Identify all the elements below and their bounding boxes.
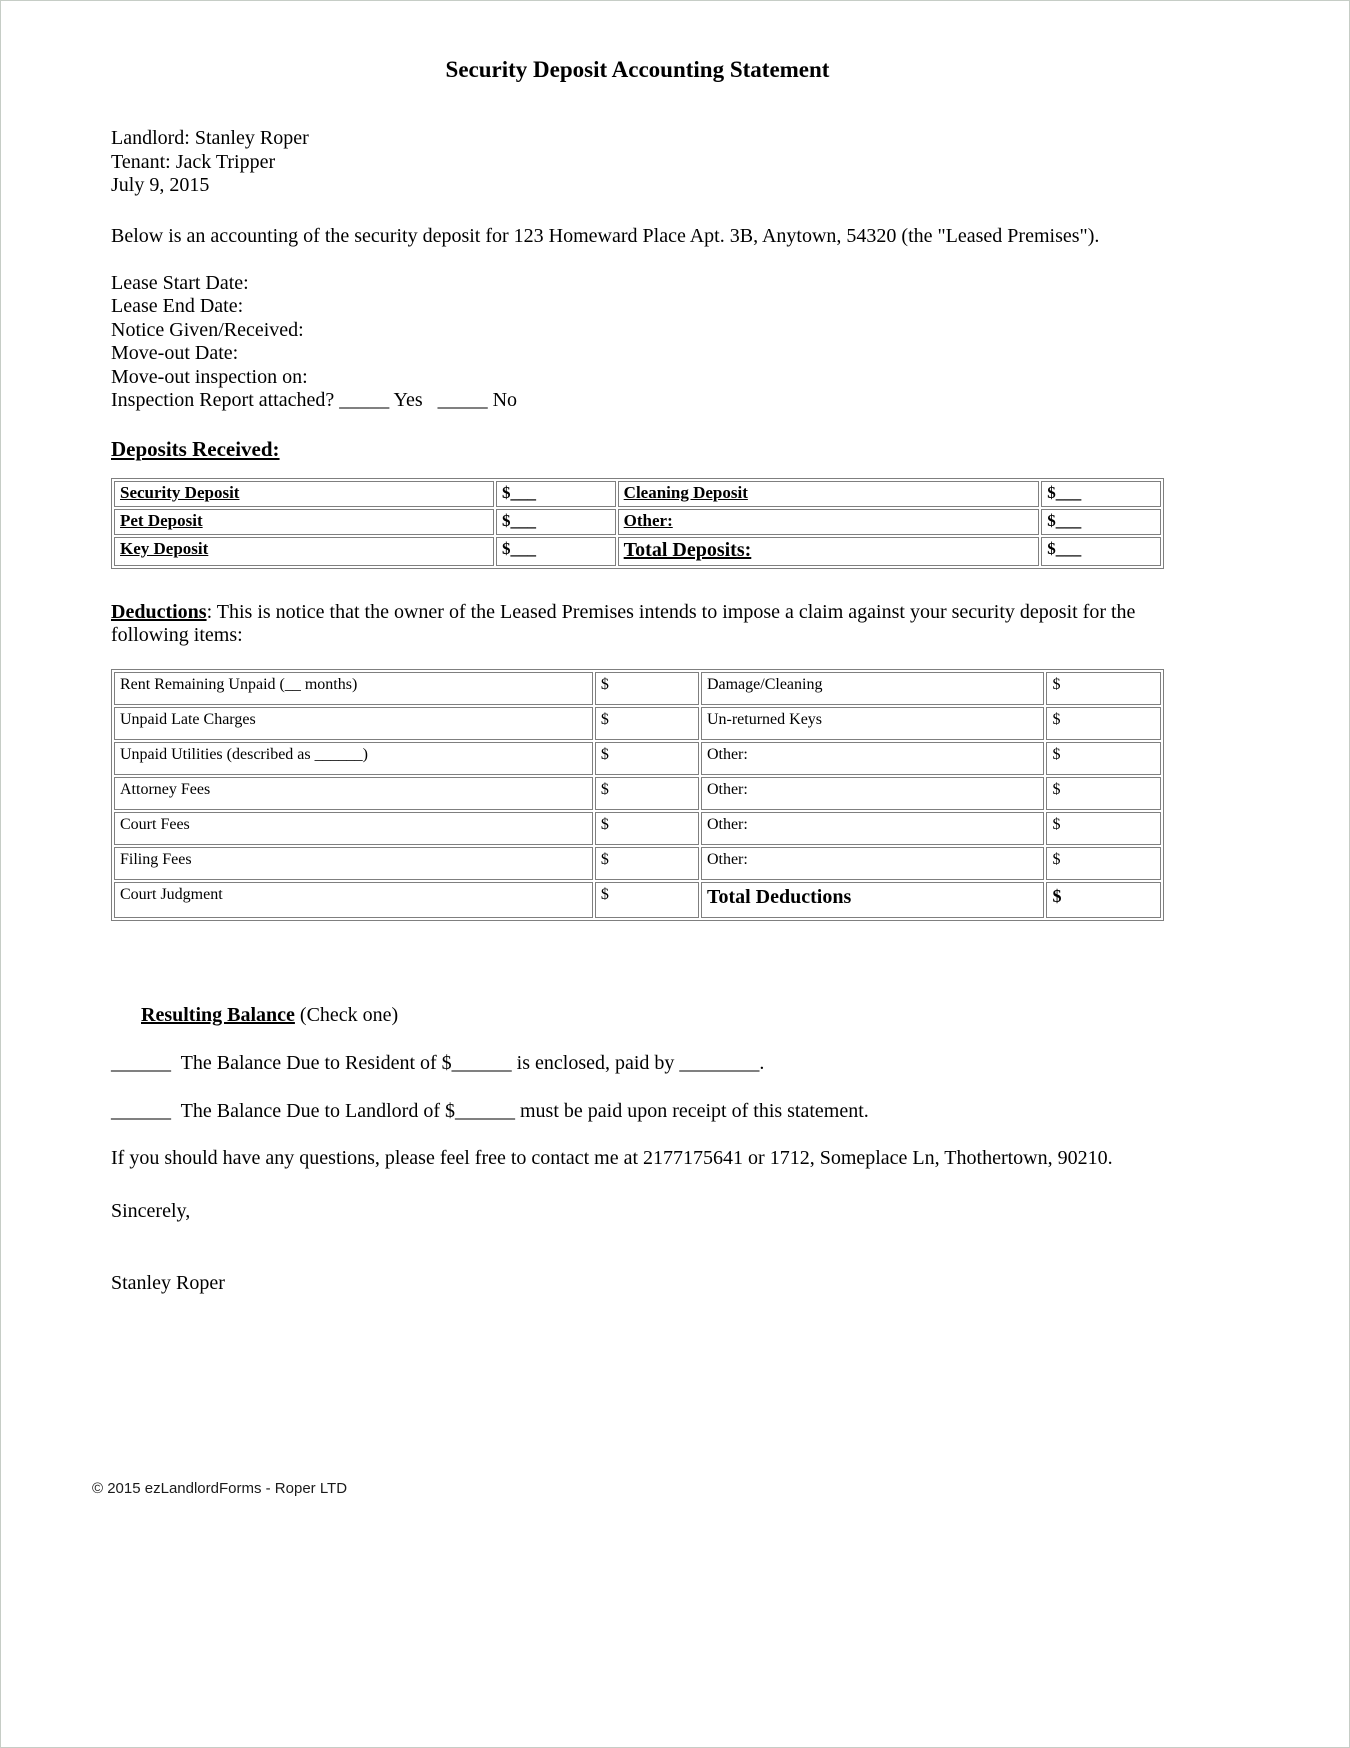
deposits-table [111,478,1164,569]
deduction-label: Court Judgment [114,882,593,918]
deduction-amount: $ [1046,672,1161,705]
page-title: Security Deposit Accounting Statement [445,57,830,82]
deduction-label: Unpaid Late Charges [114,707,593,740]
landlord-line: Landlord: Stanley Roper [111,127,309,149]
deductions-notice [111,601,1164,647]
deduction-amount: $ [1046,777,1161,810]
deposit-amount: $___ [1041,509,1161,535]
total-deposits-label: Total Deposits: [618,537,1040,566]
resulting-balance-heading: Resulting Balance [141,1004,295,1026]
deposit-amount: $___ [1041,481,1161,507]
lease-details [111,272,1164,413]
deductions-table [111,669,1164,921]
deduction-amount: $ [1046,847,1161,880]
signature-name: Stanley Roper [111,1271,225,1294]
deduction-label: Other: [701,812,1045,845]
table-row [114,509,1161,535]
contact-paragraph: If you should have any questions, please feel free to contact me at 2177175641 or 1712, Someplace Ln, Thothertown, 90210. [111,1147,1113,1169]
lease-end-line: Lease End Date: [111,295,244,317]
deduction-amount: $ [595,812,699,845]
deduction-amount: $ [595,707,699,740]
deduction-amount: $ [1046,742,1161,775]
inspection-report-line: Inspection Report attached? _____ Yes _____ No [111,389,518,411]
sincerely-line: Sincerely, [111,1200,191,1222]
deduction-label: Unpaid Utilities (described as ______) [114,742,593,775]
resulting-balance-heading-line [111,981,1164,1052]
moveout-date-line: Move-out Date: [111,342,239,364]
table-row [114,812,1161,845]
deduction-amount: $ [1046,812,1161,845]
table-row [114,742,1161,775]
table-row [114,481,1161,507]
deduction-amount: $ [1046,707,1161,740]
party-details [111,127,1164,198]
deduction-label: Other: [701,847,1045,880]
deduction-amount: $ [595,847,699,880]
moveout-inspection-line: Move-out inspection on: [111,365,308,388]
deduction-label: Other: [701,742,1045,775]
deposit-amount: $___ [496,509,616,535]
resulting-balance-section [111,981,1164,1124]
table-row [114,777,1161,810]
deduction-amount: $ [595,672,699,705]
table-row [114,882,1161,918]
deposit-label: Pet Deposit [114,509,494,535]
table-row [114,537,1161,566]
deposit-label: Cleaning Deposit [618,481,1040,507]
deduction-label: Damage/Cleaning [701,672,1045,705]
deduction-label: Court Fees [114,812,593,845]
copyright-footer: © 2015 ezLandlordForms - Roper LTD [92,1480,348,1497]
lease-start-line: Lease Start Date: [111,271,249,294]
total-deductions-amount: $ [1046,882,1161,918]
deduction-label: Filing Fees [114,847,593,880]
table-row [114,707,1161,740]
deductions-heading: Deductions [111,600,207,623]
deposit-amount: $___ [496,481,616,507]
total-deposits-amount: $___ [1041,537,1161,566]
deduction-amount: $ [595,777,699,810]
notice-line: Notice Given/Received: [111,318,304,341]
table-row [114,672,1161,705]
intro-paragraph: Below is an accounting of the security deposit for 123 Homeward Place Apt. 3B, Anytown, 54320 (the "Leased Premises"). [111,224,1100,247]
total-deductions-label: Total Deductions [701,882,1045,918]
deduction-amount: $ [595,742,699,775]
deductions-notice-text: : This is notice that the owner of the Leased Premises intends to impose a claim against your security deposit for the following items: [111,600,1136,646]
balance-due-landlord-line: ______ The Balance Due to Landlord of $______ must be paid upon receipt of this statement. [111,1099,869,1122]
deduction-label: Rent Remaining Unpaid (__ months) [114,672,593,705]
balance-due-resident-line: ______ The Balance Due to Resident of $______ is enclosed, paid by ________. [111,1052,765,1074]
deduction-label: Attorney Fees [114,777,593,810]
deduction-label: Other: [701,777,1045,810]
deposit-label: Other: [618,509,1040,535]
deduction-label: Un-returned Keys [701,707,1045,740]
check-one-note: (Check one) [294,1004,399,1026]
deposit-label: Security Deposit [114,481,494,507]
deposit-label: Key Deposit [114,537,494,566]
tenant-line: Tenant: Jack Tripper [111,150,276,173]
table-row [114,847,1161,880]
deposits-heading: Deposits Received: [111,436,280,461]
deduction-amount: $ [595,882,699,918]
deposit-amount: $___ [496,537,616,566]
statement-date: July 9, 2015 [111,174,210,196]
